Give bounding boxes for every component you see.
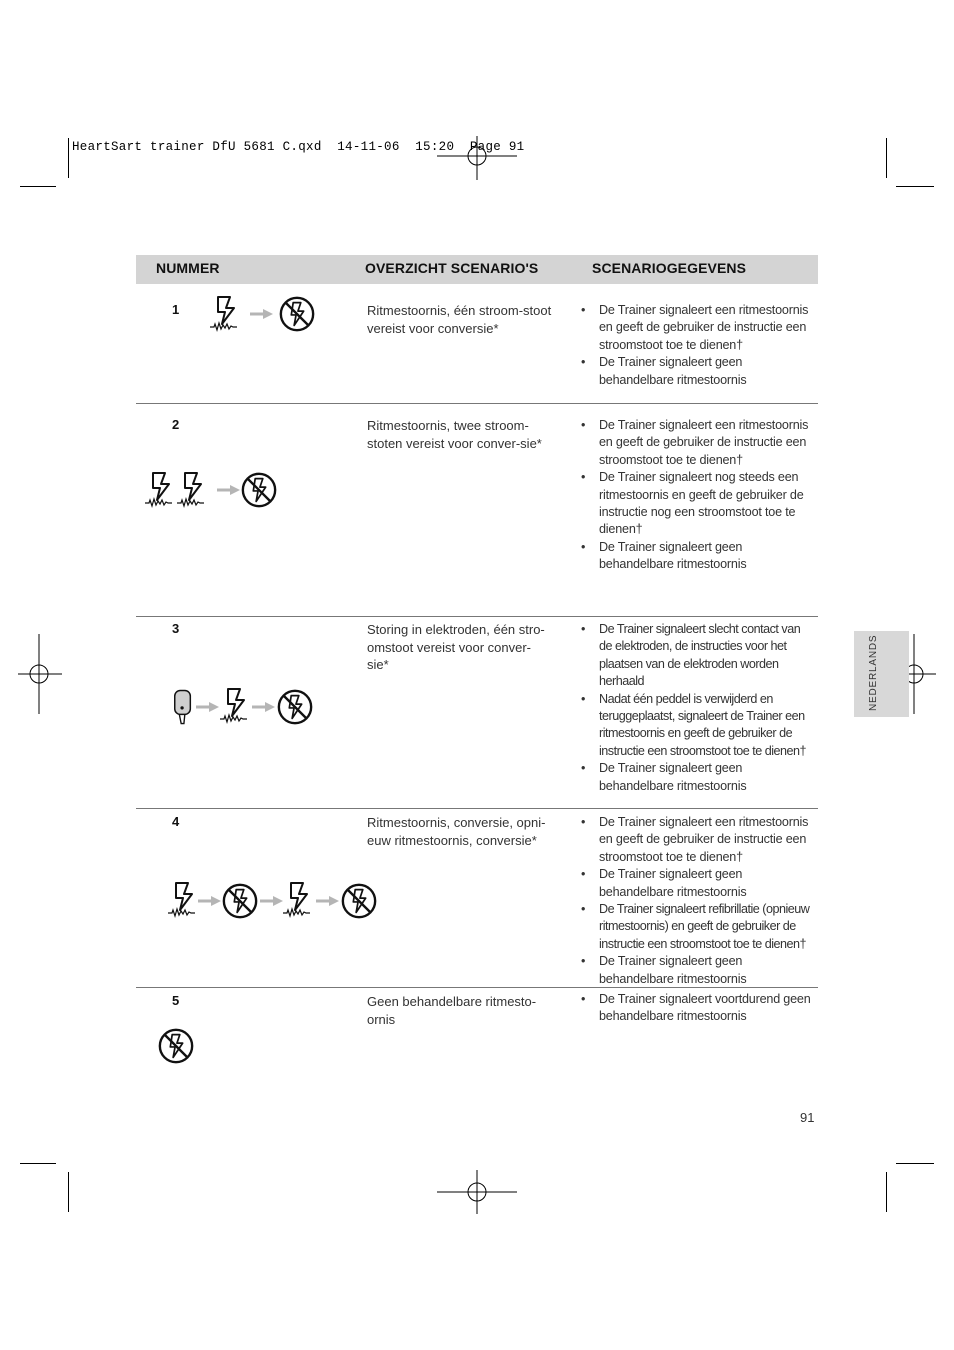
row-divider [136, 808, 818, 809]
list-item: • De Trainer signaleert geen behandelbare ritmestoornis [581, 866, 816, 901]
scenario-overview: Ritmestoornis, conversie, opni-euw ritmestoornis, conversie* [367, 815, 546, 848]
list-item: • De Trainer signaleert nog steeds een ritmestoornis en geeft de gebruiker de instructie nog een stroomstoot toe te dienen† [581, 469, 816, 539]
crop-mark [68, 138, 69, 178]
scenario-overview: Geen behandelbare ritmesto-ornis [367, 994, 537, 1027]
arrow-icon [260, 896, 283, 906]
registration-mark-bottom [437, 1170, 517, 1214]
shock-lightning-icon [168, 883, 195, 916]
scenario-data [581, 991, 816, 1026]
language-tab [854, 631, 909, 717]
list-item: • De Trainer signaleert een ritmestoornis en geeft de gebruiker de instructie een stroomstoot toe te dienen† [581, 814, 816, 866]
row-divider [136, 403, 818, 404]
scenario-icons [157, 1027, 197, 1072]
row-number: 4 [172, 814, 180, 829]
scenario-data [581, 302, 816, 389]
crop-mark [886, 1172, 887, 1212]
row-number: 1 [172, 302, 180, 317]
shock-lightning-icon [177, 473, 204, 506]
list-item: • De Trainer signaleert slecht contact van de elektroden, de instructies voor het plaatsen van de elektroden worden herhaald [581, 621, 816, 691]
print-slug: HeartSart trainer DfU 5681 C.qxd 14-11-06 15:20 Page 91 [72, 140, 525, 154]
scenario-overview: Ritmestoornis, twee stroom-stoten vereist voor conver-sie* [367, 418, 542, 451]
no-shock-icon [243, 474, 275, 506]
no-shock-icon [224, 885, 256, 917]
list-item: • De Trainer signaleert refibrillatie (opnieuw ritmestoornis) en geeft de gebruiker de instructie een stroomstoot toe te dienen† [581, 901, 816, 953]
arrow-icon [252, 702, 275, 712]
registration-mark-left [18, 634, 62, 714]
header-overzicht: OVERZICHT SCENARIO'S [365, 260, 539, 276]
row-number: 5 [172, 993, 180, 1008]
language-tab-label: NEDERLANDS [868, 634, 879, 711]
no-shock-icon [343, 885, 375, 917]
row-number: 2 [172, 417, 180, 432]
scenario-overview: Storing in elektroden, één stro-omstoot vereist voor conver-sie* [367, 622, 545, 672]
no-shock-icon [281, 298, 313, 330]
crop-mark [20, 1163, 56, 1164]
crop-mark [886, 138, 887, 178]
row-divider [136, 987, 818, 988]
scenario-data [581, 621, 816, 795]
list-item: • De Trainer signaleert geen behandelbare ritmestoornis [581, 354, 816, 389]
header-gegevens: SCENARIOGEGEVENS [592, 260, 747, 276]
scenario-icons [168, 880, 383, 927]
list-item: • De Trainer signaleert geen behandelbare ritmestoornis [581, 760, 816, 795]
shock-lightning-icon [145, 473, 172, 506]
header-nummer: NUMMER [156, 260, 220, 276]
crop-mark [20, 186, 56, 187]
list-item: • De Trainer signaleert een ritmestoornis en geeft de gebruiker de instructie een stroomstoot toe te dienen† [581, 302, 816, 354]
page-number: 91 [800, 1110, 815, 1125]
arrow-icon [196, 702, 219, 712]
scenario-icons [210, 294, 320, 339]
scenario-data [581, 814, 816, 988]
list-item: • De Trainer signaleert geen behandelbare ritmestoornis [581, 539, 816, 574]
shock-lightning-icon [210, 297, 237, 330]
list-item: • De Trainer signaleert een ritmestoornis en geeft de gebruiker de instructie een stroomstoot toe te dienen† [581, 417, 816, 469]
list-item: • Nadat één peddel is verwijderd en teruggeplaatst, signaleert de Trainer een ritmestoornis en geeft de gebruiker de instructie een stroomstoot toe te dienen† [581, 691, 816, 761]
shock-lightning-icon [220, 689, 247, 722]
scenario-data [581, 417, 816, 574]
electrode-pad-icon [175, 691, 191, 724]
crop-mark [68, 1172, 69, 1212]
no-shock-icon [279, 691, 311, 723]
scenario-icons [172, 686, 322, 733]
row-number: 3 [172, 621, 180, 636]
crop-mark [896, 1163, 934, 1164]
scenario-icons [145, 470, 285, 515]
arrow-icon [316, 896, 339, 906]
shock-lightning-icon [283, 883, 310, 916]
arrow-icon [198, 896, 221, 906]
table-header [136, 255, 818, 284]
list-item: • De Trainer signaleert voortdurend geen behandelbare ritmestoornis [581, 991, 816, 1026]
scenario-overview: Ritmestoornis, één stroom-stoot vereist voor conversie* [367, 303, 552, 336]
arrow-icon [217, 485, 240, 495]
no-shock-icon [160, 1030, 192, 1062]
crop-mark [896, 186, 934, 187]
arrow-icon [250, 309, 273, 319]
row-divider [136, 616, 818, 617]
list-item: • De Trainer signaleert geen behandelbare ritmestoornis [581, 953, 816, 988]
